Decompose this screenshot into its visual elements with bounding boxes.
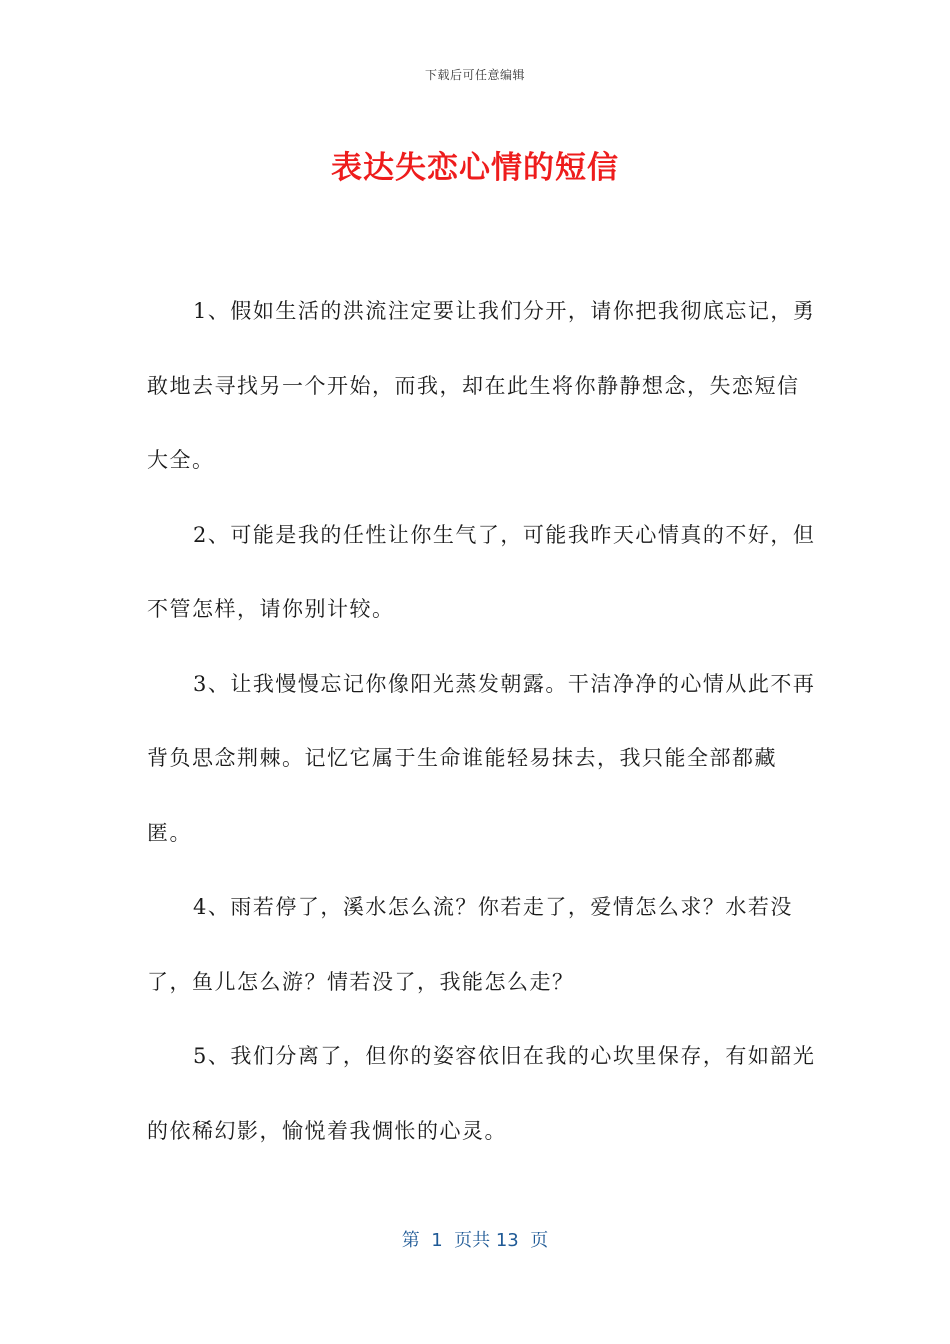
document-title: 表达失恋心情的短信 [331,150,619,186]
header-note: 下载后可任意编辑 [424,68,525,82]
paragraph-4: 4、雨若停了，溪水怎么流？你若走了，爱情怎么求？水若没了，鱼儿怎么游？情若没了，我能怎么走？ [147,895,793,994]
paragraph-2: 2、可能是我的任性让你生气了，可能我昨天心情真的不好，但不管怎样，请你别计较。 [147,522,816,621]
paragraph-5: 5、我们分离了，但你的姿容依旧在我的心坎里保存，有如韶光的依稀幻影，愉悦着我惆怅的心灵。 [147,1044,816,1143]
paragraph-3: 3、让我慢慢忘记你像阳光蒸发朝露。干洁净净的心情从此不再背负思念荆棘。记忆它属于生命谁能轻易抹去，我只能全部都藏匿。 [147,671,816,845]
paragraph-1: 1、假如生活的洪流注定要让我们分开，请你把我彻底忘记，勇敢地去寻找另一个开始，而我，却在此生将你静静想念，失恋短信大全。 [147,299,816,472]
document-body [147,274,817,1168]
page-number-footer: 第 1 页共 13 页 [401,1230,549,1251]
